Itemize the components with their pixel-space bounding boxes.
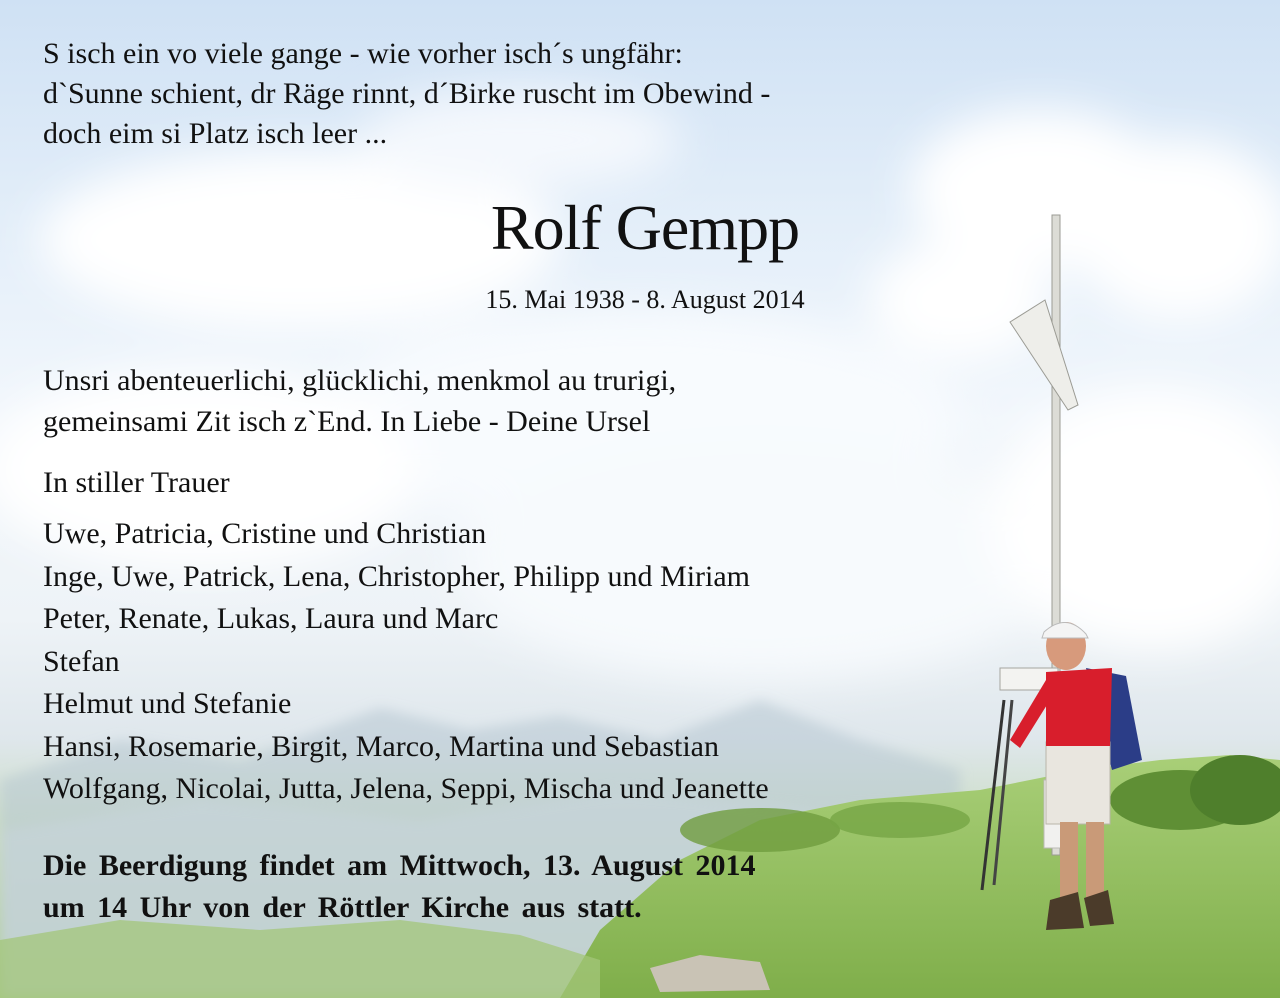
life-dates: 15. Mai 1938 - 8. August 2014	[485, 285, 805, 314]
mourner-line: Inge, Uwe, Patrick, Lena, Christopher, Philipp und Miriam	[43, 559, 751, 593]
mourner-line: Uwe, Patricia, Cristine und Christian	[43, 517, 487, 550]
poem-line: doch eim si Platz isch leer ...	[43, 117, 388, 150]
mourning-label: In stiller Trauer	[43, 466, 230, 499]
funeral-announcement	[43, 845, 756, 929]
funeral-line: Die Beerdigung findet am Mittwoch, 13. August 2014	[43, 849, 756, 882]
dedication-line: gemeinsami Zit isch z`End. In Liebe - Deine Ursel	[43, 405, 651, 438]
poem-line: S isch ein vo viele gange - wie vorher isch´s ungfähr:	[43, 37, 683, 70]
dedication-text	[43, 360, 676, 442]
mourner-line: Peter, Renate, Lukas, Laura und Marc	[43, 602, 499, 635]
mourner-line: Stefan	[43, 644, 120, 678]
poem-line: d`Sunne schient, dr Räge rinnt, d´Birke ruscht im Obewind -	[43, 77, 771, 110]
dedication-line: Unsri abenteuerlichi, glücklichi, menkmol au trurigi,	[43, 364, 677, 397]
deceased-name: Rolf Gempp	[490, 192, 800, 263]
mourners-list	[43, 513, 769, 811]
mourner-line: Hansi, Rosemarie, Birgit, Marco, Martina und Sebastian	[43, 729, 719, 763]
mourner-line: Wolfgang, Nicolai, Jutta, Jelena, Seppi, Mischa und Jeanette	[43, 772, 769, 805]
poem-verse	[43, 34, 770, 154]
mourner-line: Helmut und Stefanie	[43, 687, 292, 720]
funeral-line: um 14 Uhr von der Röttler Kirche aus statt.	[43, 891, 642, 924]
